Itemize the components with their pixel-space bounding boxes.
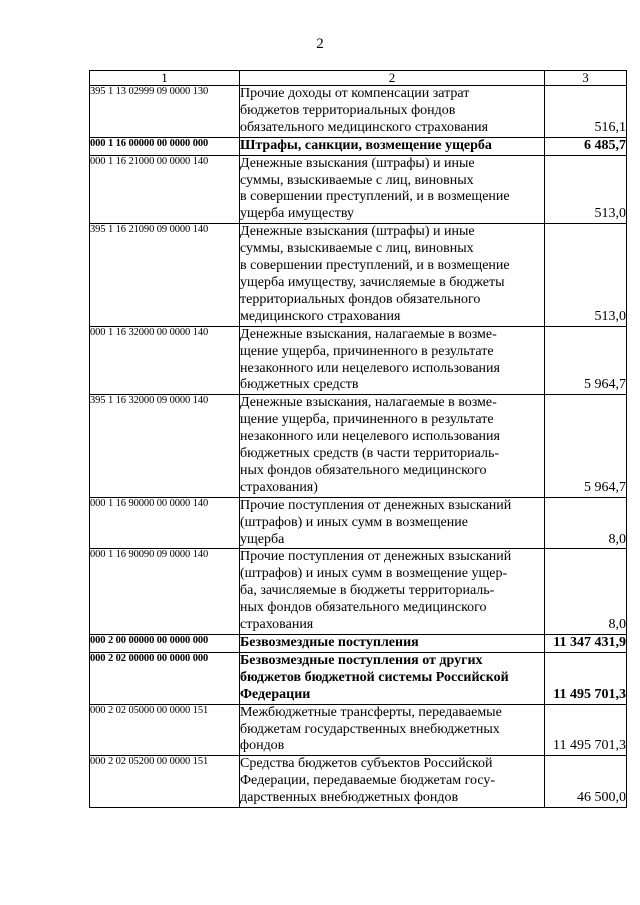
amount-cell: 5 964,7 [545,395,627,497]
budget-table [89,70,627,808]
budget-code-cell: 000 1 16 00000 00 0000 000 [90,137,240,155]
table-row [90,635,627,653]
item-name-cell [240,652,545,704]
item-name-line: бюджетных средств [240,377,359,393]
amount-cell: 46 500,0 [545,756,627,808]
item-name-line: Средства бюджетов субъектов Российской [240,756,493,772]
amount-cell: 513,0 [545,155,627,224]
item-name-line: ущерба имуществу [240,206,354,222]
item-name-line: суммы, взыскиваемые с лиц, виновных [240,241,474,257]
item-name-line: страхования) [240,479,318,495]
item-name-line: ных фондов обязательного медицинского [240,462,487,478]
amount-cell: 513,0 [545,224,627,326]
item-name-line: бюджетам государственных внебюджетных [240,721,500,737]
item-name-line: незаконного или нецелевого использования [240,360,500,376]
item-name-line: ущерба имуществу, зачисляемые в бюджеты [240,274,505,290]
table-row [90,497,627,549]
table-row [90,137,627,155]
item-name-line: Денежные взыскания (штрафы) и иные [240,224,475,240]
header-col-2: 2 [240,71,545,86]
item-name-line: Денежные взыскания (штрафы) и иные [240,155,475,171]
amount-cell: 5 964,7 [545,326,627,395]
budget-code-cell: 395 1 13 02999 09 0000 130 [90,86,240,138]
header-row [90,71,627,86]
amount-cell: 6 485,7 [545,137,627,155]
budget-code-cell: 395 1 16 21090 09 0000 140 [90,224,240,326]
item-name-cell [240,395,545,497]
table-row [90,549,627,635]
budget-code-cell: 000 1 16 90000 00 0000 140 [90,497,240,549]
table-row [90,326,627,395]
table-row [90,704,627,756]
budget-code-cell: 000 1 16 21000 00 0000 140 [90,155,240,224]
item-name-line: Прочие поступления от денежных взысканий [240,549,512,565]
amount-cell: 11 495 701,3 [545,704,627,756]
item-name-line: Прочие доходы от компенсации затрат [240,86,470,101]
table-row [90,395,627,497]
table-row [90,224,627,326]
table-row [90,756,627,808]
item-name-line: ных фондов обязательного медицинского [240,600,487,616]
table-body [90,86,627,808]
budget-code-cell: 000 1 16 32000 00 0000 140 [90,326,240,395]
amount-cell: 8,0 [545,549,627,635]
amount-cell: 11 347 431,9 [545,635,627,653]
page-number: 2 [316,36,324,52]
table-row [90,155,627,224]
amount-cell: 516,1 [545,86,627,138]
table-row [90,652,627,704]
budget-code-cell: 395 1 16 32000 09 0000 140 [90,395,240,497]
item-name-line: (штрафов) и иных сумм в возмещение [240,514,468,530]
item-name-cell [240,86,545,138]
item-name-line: Денежные взыскания, налагаемые в возме- [240,395,497,411]
budget-code-cell: 000 2 02 05200 00 0000 151 [90,756,240,808]
item-name-cell [240,635,545,653]
item-name-line: щение ущерба, причиненного в результате [240,412,494,428]
item-name-line: медицинского страхования [240,308,401,324]
item-name-line: дарственных внебюджетных фондов [240,790,459,806]
item-name-cell [240,155,545,224]
item-name-line: (штрафов) и иных сумм в возмещение ущер- [240,566,508,582]
item-name-line: ба, зачисляемые в бюджеты территориаль- [240,583,495,599]
item-name-line: бюджетов территориальных фондов [240,102,456,118]
item-name-line: страхования [240,617,314,633]
item-name-line: незаконного или нецелевого использования [240,429,500,445]
item-name-line: Межбюджетные трансферты, передаваемые [240,704,502,720]
header-col-3: 3 [545,71,627,86]
item-name-cell [240,497,545,549]
item-name-line: Безвозмездные поступления от других [240,652,483,668]
item-name-line: бюджетных средств (в части территориаль- [240,446,499,462]
item-name-line: фондов [240,738,285,754]
item-name-cell [240,326,545,395]
item-name-cell [240,756,545,808]
item-name-cell [240,704,545,756]
item-name-line: Денежные взыскания, налагаемые в возме- [240,326,497,342]
item-name-line: бюджетов бюджетной системы Российской [240,669,509,685]
item-name-line: территориальных фондов обязательного [240,291,481,307]
item-name-line: Федерации [240,686,311,702]
item-name-line: обязательного медицинского страхования [240,119,489,135]
budget-code-cell: 000 1 16 90090 09 0000 140 [90,549,240,635]
item-name-cell [240,224,545,326]
item-name-line: Федерации, передаваемые бюджетам госу- [240,773,496,789]
item-name-cell [240,137,545,155]
item-name-line: в совершении преступлений, и в возмещение [240,189,510,205]
amount-cell: 11 495 701,3 [545,652,627,704]
item-name-line: ущерба [240,531,285,547]
table-header [90,71,627,86]
budget-code-cell: 000 2 02 05000 00 0000 151 [90,704,240,756]
budget-code-cell: 000 2 02 00000 00 0000 000 [90,652,240,704]
item-name-line: суммы, взыскиваемые с лиц, виновных [240,172,474,188]
item-name-line: в совершении преступлений, и в возмещение [240,258,510,274]
amount-cell: 8,0 [545,497,627,549]
budget-code-cell: 000 2 00 00000 00 0000 000 [90,635,240,653]
header-col-1: 1 [90,71,240,86]
table-row [90,86,627,138]
item-name-line: Безвозмездные поступления [240,635,419,650]
item-name-line: Прочие поступления от денежных взысканий [240,497,512,513]
item-name-line: Штрафы, санкции, возмещение ущерба [240,137,492,153]
item-name-cell [240,549,545,635]
item-name-line: щение ущерба, причиненного в результате [240,343,494,359]
